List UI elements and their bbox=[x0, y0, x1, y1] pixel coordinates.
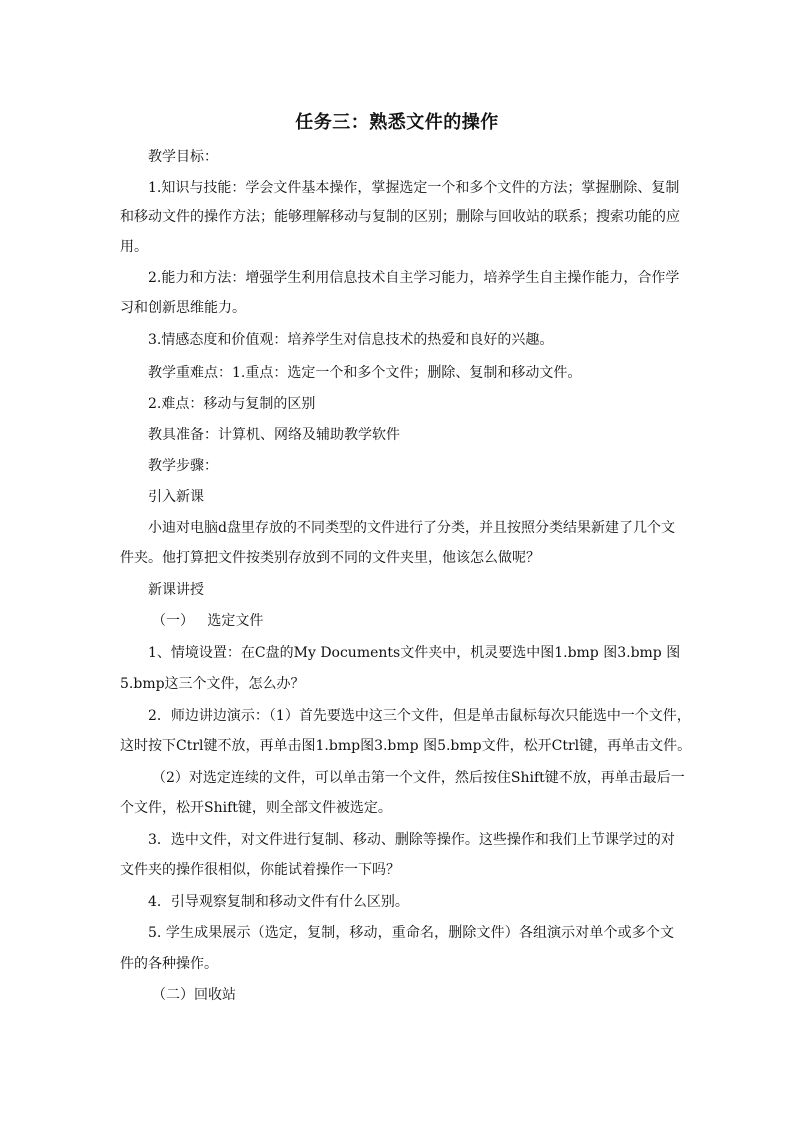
paragraph-line: 教具准备：计算机、网络及辅助教学软件 bbox=[148, 427, 400, 443]
paragraph-line: 件的各种操作。 bbox=[120, 956, 218, 972]
paragraph-line: 和移动文件的操作方法；能够理解移动与复制的区别；删除与回收站的联系；搜索功能的应 bbox=[120, 209, 680, 225]
subsection-heading: （二）回收站 bbox=[152, 987, 236, 1003]
paragraph-line: 文件夹的操作很相似，你能试着操作一下吗？ bbox=[120, 862, 400, 878]
paragraph-line: 2.难点：移动与复制的区别 bbox=[148, 396, 316, 412]
paragraph-line: 教学目标： bbox=[148, 149, 218, 165]
paragraph-line: （2）对选定连续的文件，可以单击第一个文件，然后按住Shift键不放，再单击最后一 bbox=[152, 770, 685, 786]
paragraph-line: 5.bmp这三个文件，怎么办？ bbox=[120, 676, 305, 692]
paragraph-line: 2．师边讲边演示：（1）首先要选中这三个文件，但是单击鼠标每次只能选中一个文件， bbox=[148, 708, 691, 724]
paragraph-line: 4．引导观察复制和移动文件有什么区别。 bbox=[148, 894, 409, 910]
paragraph-line: 习和创新思维能力。 bbox=[120, 300, 246, 316]
paragraph-line: 1.知识与技能：学会文件基本操作，掌握选定一个和多个文件的方法；掌握删除、复制 bbox=[148, 180, 680, 196]
paragraph-line: 3.情感态度和价值观：培养学生对信息技术的热爱和良好的兴趣。 bbox=[148, 332, 554, 348]
paragraph-line: 这时按下Ctrl键不放，再单击图1.bmp图3.bmp 图5.bmp文件，松开Ctrl键，再单击文件。 bbox=[120, 738, 692, 754]
paragraph-line: 教学重难点：1.重点：选定一个和多个文件；删除、复制和移动文件。 bbox=[148, 365, 582, 381]
paragraph-line: 3．选中文件，对文件进行复制、移动、删除等操作。这些操作和我们上节课学过的对 bbox=[148, 832, 675, 848]
document-title: 任务三：熟悉文件的操作 bbox=[295, 112, 499, 133]
section-heading: 引入新课 bbox=[148, 489, 204, 505]
paragraph-line: 个文件，松开Shift键，则全部文件被选定。 bbox=[120, 800, 392, 816]
paragraph-line: 小迪对电脑d盘里存放的不同类型的文件进行了分类，并且按照分类结果新建了几个文 bbox=[148, 520, 675, 536]
paragraph-line: 2.能力和方法：增强学生利用信息技术自主学习能力，培养学生自主操作能力，合作学 bbox=[148, 270, 680, 286]
subsection-heading: （一） 选定文件 bbox=[152, 613, 264, 629]
paragraph-line: 教学步骤： bbox=[148, 458, 218, 474]
section-heading: 新课讲授 bbox=[148, 582, 204, 598]
paragraph-line: 件夹。他打算把文件按类别存放到不同的文件夹里，他该怎么做呢？ bbox=[120, 550, 540, 566]
paragraph-line: 5. 学生成果展示（选定，复制，移动，重命名，删除文件）各组演示对单个或多个文 bbox=[148, 925, 674, 941]
paragraph-line: 用。 bbox=[120, 239, 148, 255]
paragraph-line: 1、情境设置：在C盘的My Documents文件夹中，机灵要选中图1.bmp 图3.bmp 图 bbox=[148, 645, 681, 661]
